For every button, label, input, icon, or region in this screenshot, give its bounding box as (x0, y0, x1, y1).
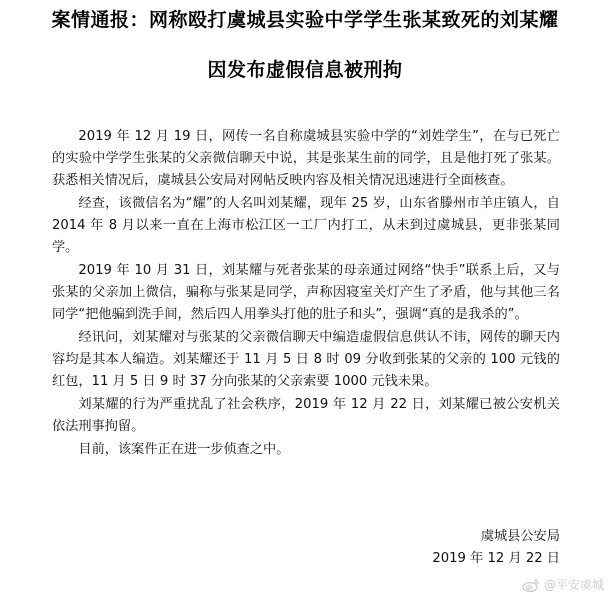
signature-date: 2019 年 12 月 22 日 (432, 551, 560, 566)
page-title-line-2: 因发布虚假信息被刑拘 (207, 59, 403, 81)
paragraph-4: 经讯问，刘某耀对与张某的父亲微信聊天中编造虚假信息供认不讳，网传的聊天内容均是其本人编造。刘某耀还于 11 月 5 日 8 时 09 分收到张某的父亲的 100 元钱的红包，11 月 5 日 9 时 37 分向张某的父亲索要 1000 元钱未果。 (52, 330, 560, 389)
watermark (522, 576, 604, 593)
paragraph-3: 2019 年 10 月 31 日，刘某耀与死者张某的母亲通过网络“快手”联系上后，又与张某的父亲加上微信，骗称与张某是同学，声称因寝室关灯产生了矛盾，他与其他三名同学“把他骗到洗手间，然后四人用拳头打他的肚子和头”，强调“真的是我杀的”。 (52, 263, 560, 322)
signature-org: 虞城县公安局 (480, 529, 560, 544)
paragraph-6: 目前，该案件正在进一步侦查之中。 (78, 442, 290, 457)
weibo-logo-icon (522, 578, 540, 592)
paragraph-5: 刘某耀的行为严重扰乱了社会秩序，2019 年 12 月 22 日，刘某耀已被公安机关依法刑事拘留。 (52, 397, 560, 434)
notice-body (52, 126, 560, 462)
paragraph-1: 2019 年 12 月 19 日，网传一名自称虞城县实验中学的“刘姓学生”，在与已死亡的实验中学学生张某的父亲微信聊天中说，其是张某生前的同学，且是他打死了张某。获悉相关情况后，虞城县公安局对网帖反映内容及相关情况迅速进行全面核查。 (52, 129, 560, 188)
watermark-text: @平安虞城 (543, 578, 604, 592)
paragraph-2: 经查，该微信名为“耀”的人名叫刘某耀，现年 25 岁，山东省滕州市羊庄镇人，自 2014 年 8 月以来一直在上海市松江区一工厂内打工，从未到过虞城县，更非张某同学。 (52, 196, 560, 255)
page-title-line-1: 案情通报：网称殴打虞城县实验中学学生张某致死的刘某耀 (51, 9, 559, 31)
